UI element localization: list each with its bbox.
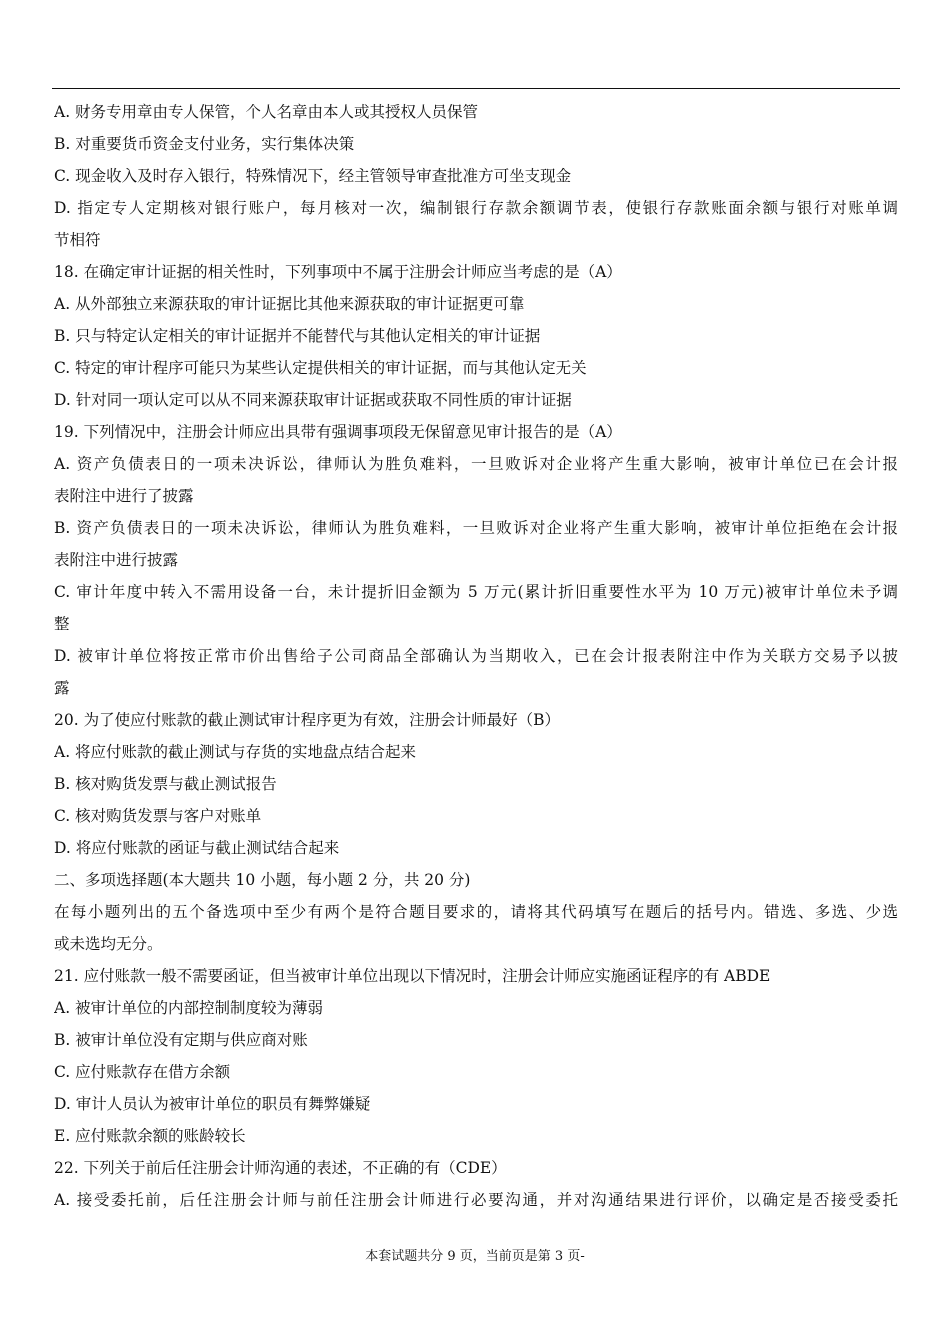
text-line: A. 接受委托前，后任注册会计师与前任注册会计师进行必要沟通，并对沟通结果进行评价，以确定是否接受委托 bbox=[54, 1191, 898, 1209]
text-line: 或未选均无分。 bbox=[54, 935, 163, 953]
text-line: 19. 下列情况中，注册会计师应出具带有强调事项段无保留意见审计报告的是（A） bbox=[54, 423, 622, 441]
page-footer: 本套试题共分 9 页，当前页是第 3 页- bbox=[365, 1249, 585, 1264]
header-rule bbox=[52, 88, 900, 89]
text-line: A. 财务专用章由专人保管，个人名章由本人或其授权人员保管 bbox=[54, 103, 479, 121]
text-line: D. 被审计单位将按正常市价出售给子公司商品全部确认为当期收入，已在会计报表附注中作为关联方交易予以披 bbox=[54, 647, 898, 665]
text-line: C. 现金收入及时存入银行，特殊情况下，经主管领导审查批准方可坐支现金 bbox=[54, 167, 572, 185]
text-line: B. 对重要货币资金支付业务，实行集体决策 bbox=[54, 135, 355, 153]
text-line: 21. 应付账款一般不需要函证，但当被审计单位出现以下情况时，注册会计师应实施函证程序的有 ABDE bbox=[54, 967, 771, 985]
text-line: E. 应付账款余额的账龄较长 bbox=[54, 1127, 246, 1145]
text-line: D. 指定专人定期核对银行账户，每月核对一次，编制银行存款余额调节表，使银行存款账面余额与银行对账单调 bbox=[54, 199, 898, 217]
text-line: A. 将应付账款的截止测试与存货的实地盘点结合起来 bbox=[54, 743, 417, 761]
page-body bbox=[54, 96, 898, 1216]
text-line: 表附注中进行披露 bbox=[54, 551, 179, 569]
text-line: A. 从外部独立来源获取的审计证据比其他来源获取的审计证据更可靠 bbox=[54, 295, 525, 313]
text-line: B. 被审计单位没有定期与供应商对账 bbox=[54, 1031, 308, 1049]
text-line: D. 将应付账款的函证与截止测试结合起来 bbox=[54, 839, 340, 857]
text-line: 20. 为了使应付账款的截止测试审计程序更为有效，注册会计师最好（B） bbox=[54, 711, 560, 729]
text-line: C. 特定的审计程序可能只为某些认定提供相关的审计证据，而与其他认定无关 bbox=[54, 359, 587, 377]
text-line: C. 核对购货发票与客户对账单 bbox=[54, 807, 262, 825]
text-line: A. 资产负债表日的一项未决诉讼，律师认为胜负难料，一旦败诉对企业将产生重大影响，被审计单位已在会计报 bbox=[54, 455, 898, 473]
text-line: D. 针对同一项认定可以从不同来源获取审计证据或获取不同性质的审计证据 bbox=[54, 391, 572, 409]
text-line: B. 核对购货发票与截止测试报告 bbox=[54, 775, 277, 793]
text-line: A. 被审计单位的内部控制制度较为薄弱 bbox=[54, 999, 324, 1017]
text-line: B. 资产负债表日的一项未决诉讼，律师认为胜负难料，一旦败诉对企业将产生重大影响，被审计单位拒绝在会计报 bbox=[54, 519, 898, 537]
text-line: D. 审计人员认为被审计单位的职员有舞弊嫌疑 bbox=[54, 1095, 371, 1113]
text-line: 露 bbox=[54, 679, 70, 697]
text-line: 表附注中进行了披露 bbox=[54, 487, 194, 505]
text-line: 整 bbox=[54, 615, 70, 633]
text-line: B. 只与特定认定相关的审计证据并不能替代与其他认定相关的审计证据 bbox=[54, 327, 541, 345]
text-line: 二、多项选择题(本大题共 10 小题，每小题 2 分，共 20 分) bbox=[54, 871, 471, 889]
text-line: 18. 在确定审计证据的相关性时，下列事项中不属于注册会计师应当考虑的是（A） bbox=[54, 263, 622, 281]
text-line: 在每小题列出的五个备选项中至少有两个是符合题目要求的，请将其代码填写在题后的括号内。错选、多选、少选 bbox=[54, 903, 898, 921]
text-line: 节相符 bbox=[54, 231, 101, 249]
text-line: C. 审计年度中转入不需用设备一台，未计提折旧金额为 5 万元(累计折旧重要性水平为 10 万元)被审计单位未予调 bbox=[54, 583, 898, 601]
text-line: 22. 下列关于前后任注册会计师沟通的表述，不正确的有（CDE） bbox=[54, 1159, 507, 1177]
text-line: C. 应付账款存在借方余额 bbox=[54, 1063, 231, 1081]
